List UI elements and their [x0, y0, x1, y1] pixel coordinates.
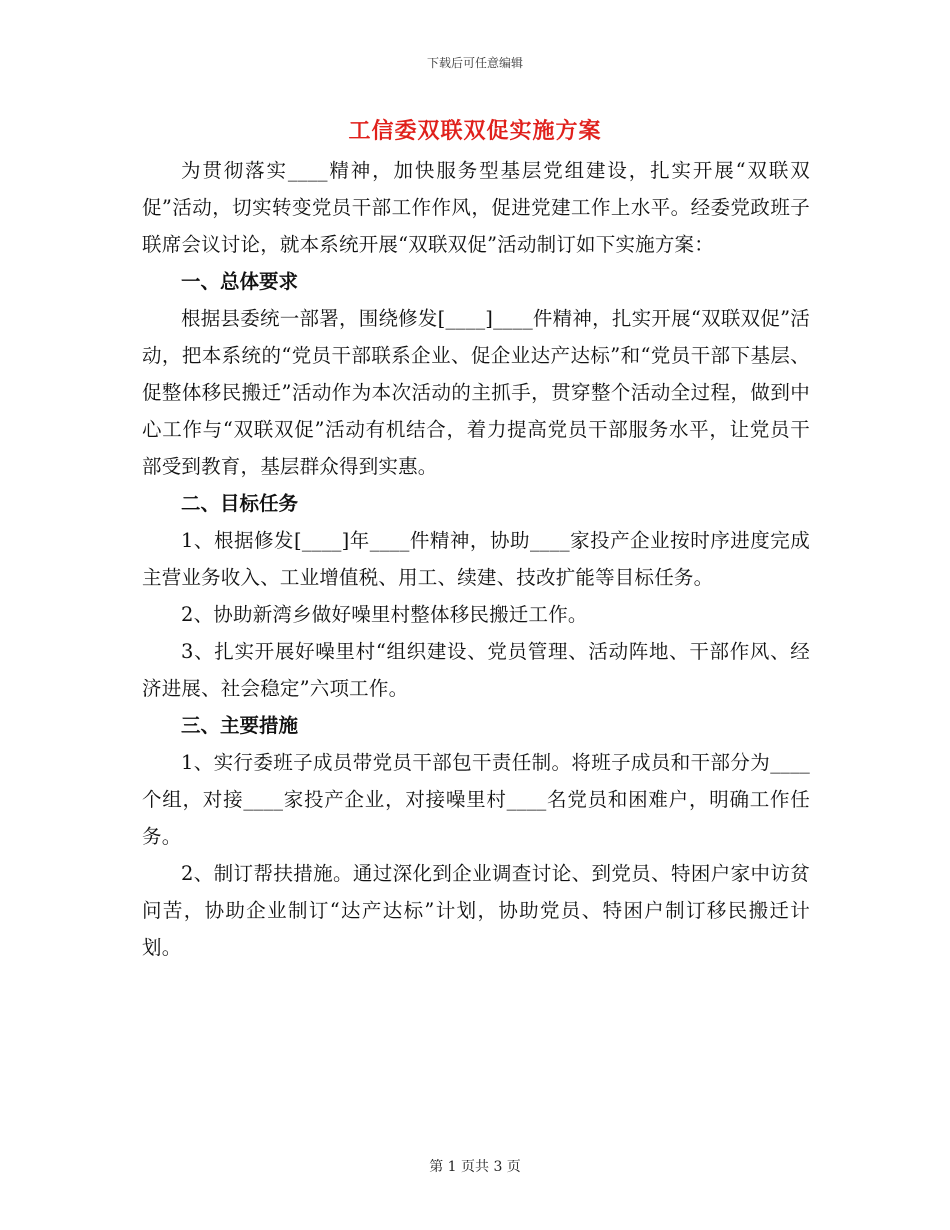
document-body [142, 152, 810, 966]
section-paragraph: 1、根据修发[____]年____件精神，协助____家投产企业按时序进度完成主营业务收入、工业增值税、用工、续建、技改扩能等目标任务。 [142, 529, 810, 589]
section-paragraph: 1、实行委班子成员带党员干部包干责任制。将班子成员和干部分为____个组，对接____家投产企业，对接噪里村____名党员和困难户，明确工作任务。 [142, 751, 810, 848]
intro-paragraph: 为贯彻落实____精神，加快服务型基层党组建设，扎实开展“双联双促”活动，切实转变党员干部工作作风，促进党建工作上水平。经委党政班子联席会议讨论，就本系统开展“双联双促”活动制订如下实施方案： [142, 159, 810, 256]
section-paragraph: 根据县委统一部署，围绕修发[____]____件精神，扎实开展“双联双促”活动，把本系统的“党员干部联系企业、促企业达产达标”和“党员干部下基层、促整体移民搬迁”活动作为本次活动的主抓手，贯穿整个活动全过程，做到中心工作与“双联双促”活动有机结合，着力提高党员干部服务水平，让党员干部受到教育，基层群众得到实惠。 [142, 307, 810, 478]
section-paragraph: 2、协助新湾乡做好噪里村整体移民搬迁工作。 [181, 603, 588, 626]
page-number: 第 1 页共 3 页 [429, 1159, 521, 1175]
section-heading: 一、总体要求 [181, 270, 299, 293]
page-header-note: 下载后可任意编辑 [426, 56, 523, 70]
section-paragraph: 2、制订帮扶措施。通过深化到企业调查讨论、到党员、特困户家中访贫问苦，协助企业制订“达产达标”计划，协助党员、特困户制订移民搬迁计划。 [142, 862, 810, 959]
section-heading: 二、目标任务 [181, 492, 299, 515]
document-title: 工信委双联双促实施方案 [348, 119, 602, 144]
section-heading: 三、主要措施 [181, 714, 299, 737]
section-paragraph: 3、扎实开展好噪里村“组织建设、党员管理、活动阵地、干部作风、经济进展、社会稳定”六项工作。 [142, 640, 810, 700]
